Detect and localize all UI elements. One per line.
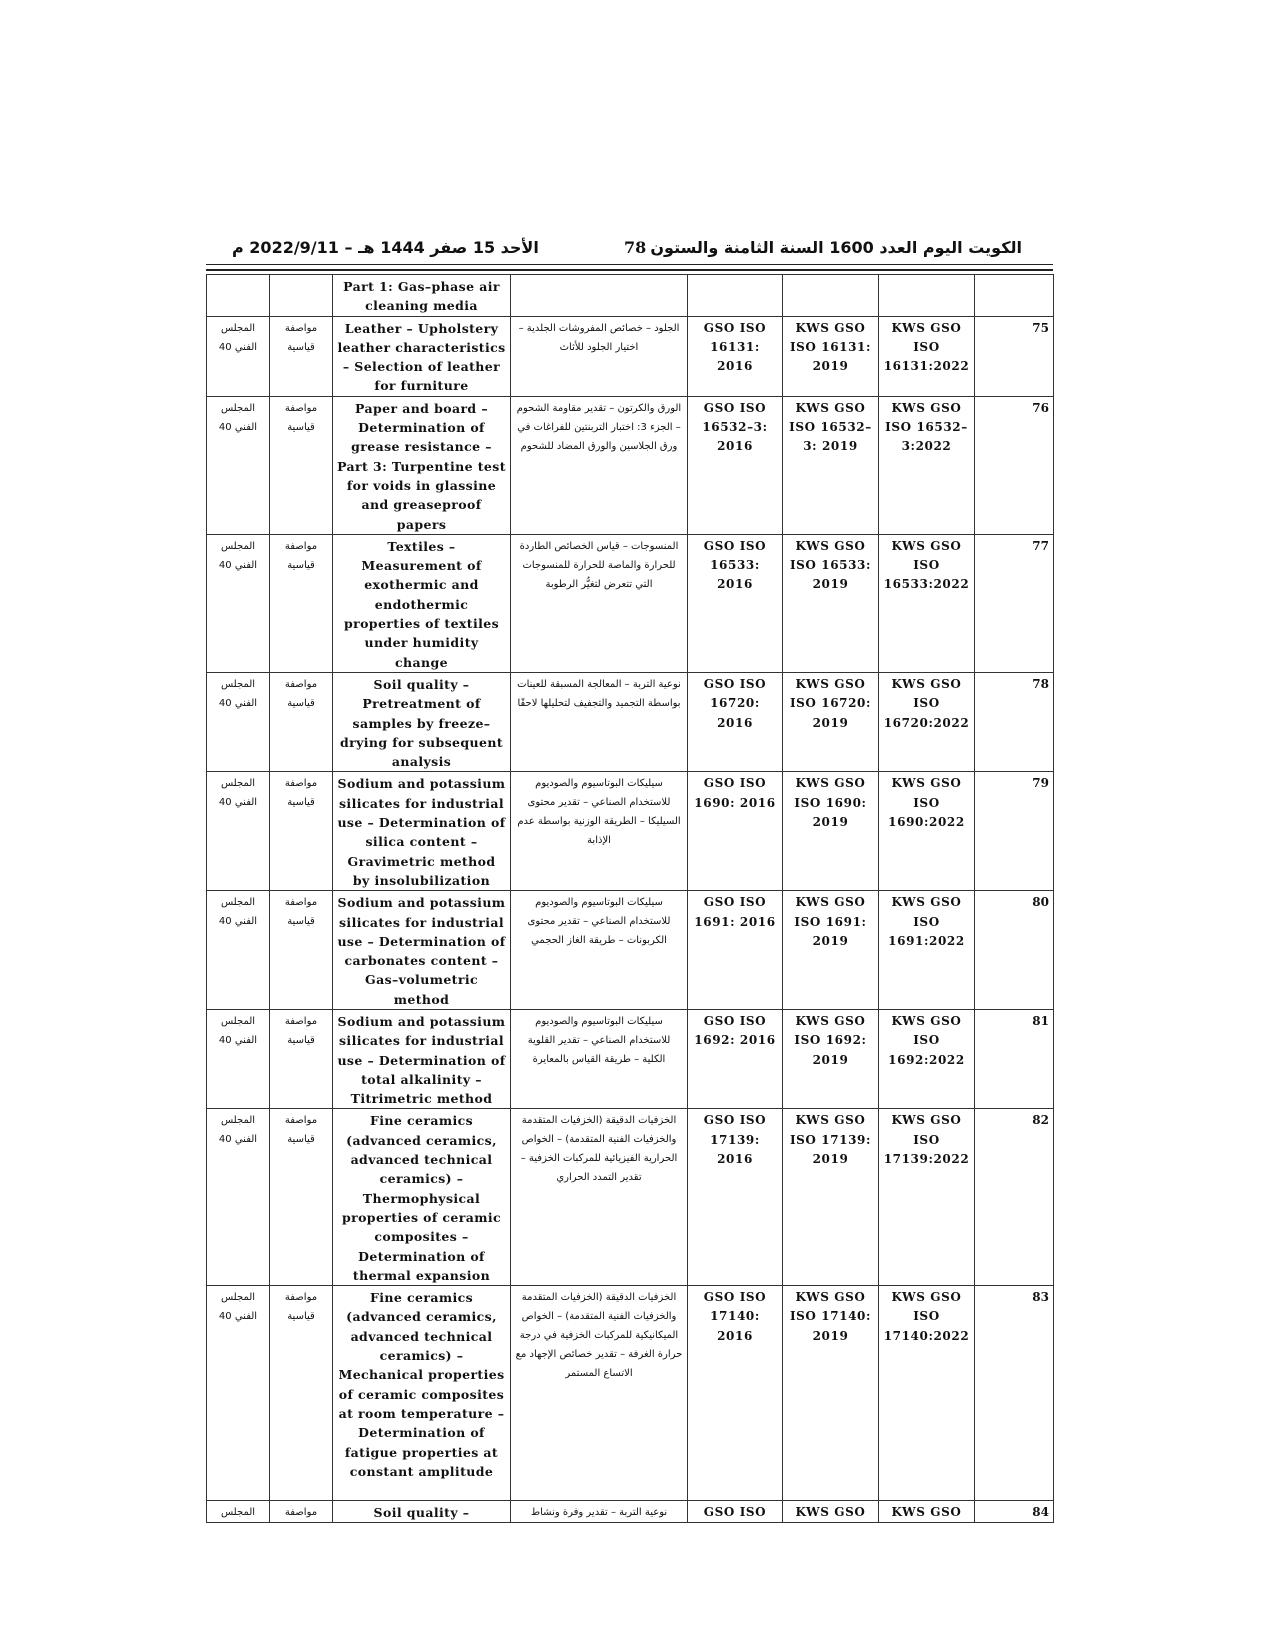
kws-2022-cell: KWS GSO ISO 16131:2022 — [879, 316, 975, 396]
kws-2019-cell: KWS GSO — [783, 1501, 879, 1523]
arabic-title-cell: نوعية التربة – تقدير وفرة ونشاط — [511, 1501, 688, 1523]
type-cell: مواصفة قياسية — [270, 534, 333, 672]
type-cell: مواصفة قياسية — [270, 1009, 333, 1108]
gso-cell: GSO ISO 1690: 2016 — [688, 772, 783, 891]
english-title-cell: Leather – Upholstery leather characteristics – Selection of leather for furniture — [333, 316, 511, 396]
gso-cell: GSO ISO — [688, 1501, 783, 1523]
english-title-cell: Soil quality – Pretreatment of samples by freeze–drying for subsequent analysis — [333, 672, 511, 771]
row-number-cell: 79 — [975, 772, 1054, 891]
gso-cell: GSO ISO 17139: 2016 — [688, 1109, 783, 1286]
header-rule-thick — [206, 269, 1053, 271]
gso-cell: GSO ISO 17140: 2016 — [688, 1286, 783, 1501]
english-title-cell: Textiles – Measurement of exothermic and endothermic properties of textiles under humidity change — [333, 534, 511, 672]
council-cell: المجلس الفني 40 — [207, 672, 270, 771]
issue-date: الأحد 15 صفر 1444 هـ – 2022/9/11 م — [232, 238, 539, 257]
kws-2022-cell — [879, 275, 975, 317]
type-cell: مواصفة قياسية — [270, 772, 333, 891]
kws-2022-cell: KWS GSO ISO 1690:2022 — [879, 772, 975, 891]
type-cell: مواصفة — [270, 1501, 333, 1523]
gso-cell: GSO ISO 16532–3: 2016 — [688, 396, 783, 534]
council-cell — [207, 275, 270, 317]
row-number-cell: 75 — [975, 316, 1054, 396]
row-number-cell: 81 — [975, 1009, 1054, 1108]
arabic-title-cell: الخزفيات الدقيقة (الخزفيات المتقدمة والخزفيات الفنية المتقدمة) – الخواص الحرارية الفيزيائية للمركبات الخزفية – تقدير التمدد الحراري — [511, 1109, 688, 1286]
kws-2019-cell: KWS GSO ISO 17139: 2019 — [783, 1109, 879, 1286]
council-cell: المجلس الفني 40 — [207, 316, 270, 396]
type-cell: مواصفة قياسية — [270, 672, 333, 771]
arabic-title-cell: نوعية التربة – المعالجة المسبقة للعينات بواسطة التجميد والتجفيف لتحليلها لاحقًا — [511, 672, 688, 771]
arabic-title-cell: سيليكات البوتاسيوم والصوديوم للاستخدام الصناعي – تقدير محتوى الكربونات – طريقة الغاز الحجمي — [511, 891, 688, 1010]
table-row — [207, 316, 1054, 396]
header-rule — [206, 264, 1053, 265]
table-row — [207, 396, 1054, 534]
council-cell: المجلس الفني 40 — [207, 1109, 270, 1286]
kws-2019-cell: KWS GSO ISO 16720: 2019 — [783, 672, 879, 771]
row-number-cell: 82 — [975, 1109, 1054, 1286]
publication-title: الكويت اليوم العدد 1600 السنة الثامنة والستون — [650, 238, 1022, 257]
kws-2019-cell: KWS GSO ISO 1690: 2019 — [783, 772, 879, 891]
kws-2019-cell: KWS GSO ISO 16532– 3: 2019 — [783, 396, 879, 534]
table-row — [207, 891, 1054, 1010]
arabic-title-cell: الورق والكرتون – تقدير مقاومة الشحوم – الجزء 3: اختبار التربنتين للفراغات في ورق الجلاسين والورق المضاد للشحوم — [511, 396, 688, 534]
english-title-cell: Sodium and potassium silicates for industrial use – Determination of silica content – Gravimetric method by insolubilization — [333, 772, 511, 891]
english-title-cell: Paper and board – Determination of grease resistance – Part 3: Turpentine test for voids in glassine and greaseproof papers — [333, 396, 511, 534]
arabic-title-cell: سيليكات البوتاسيوم والصوديوم للاستخدام الصناعي – تقدير محتوى السيليكا – الطريقة الوزنية بواسطة عدم الإذابة — [511, 772, 688, 891]
kws-2022-cell: KWS GSO ISO 17139:2022 — [879, 1109, 975, 1286]
row-number-cell: 83 — [975, 1286, 1054, 1501]
arabic-title-cell: الخزفيات الدقيقة (الخزفيات المتقدمة والخزفيات الفنية المتقدمة) – الخواص الميكانيكية للمركبات الخزفية في درجة حرارة الغرفة – تقدير خصائص الإجهاد مع الاتساع المستمر — [511, 1286, 688, 1501]
english-title-cell: Sodium and potassium silicates for industrial use – Determination of carbonates content – Gas–volumetric method — [333, 891, 511, 1010]
kws-2022-cell: KWS GSO ISO 17140:2022 — [879, 1286, 975, 1501]
english-title-cell: Fine ceramics (advanced ceramics, advanced technical ceramics) – Thermophysical properties of ceramic composites – Determination of thermal expansion — [333, 1109, 511, 1286]
council-cell: المجلس الفني 40 — [207, 772, 270, 891]
council-cell: المجلس الفني 40 — [207, 1009, 270, 1108]
type-cell: مواصفة قياسية — [270, 1109, 333, 1286]
table-row — [207, 1009, 1054, 1108]
type-cell — [270, 275, 333, 317]
row-number-cell: 76 — [975, 396, 1054, 534]
kws-2022-cell: KWS GSO — [879, 1501, 975, 1523]
gso-cell: GSO ISO 16131: 2016 — [688, 316, 783, 396]
row-number-cell: 84 — [975, 1501, 1054, 1523]
council-cell: المجلس الفني 40 — [207, 891, 270, 1010]
english-title-cell: Fine ceramics (advanced ceramics, advanced technical ceramics) – Mechanical properties of ceramic composites at room temperature – Determination of fatigue properties at constant amplitude — [333, 1286, 511, 1501]
type-cell: مواصفة قياسية — [270, 316, 333, 396]
arabic-title-cell: المنسوجات – قياس الخصائص الطاردة للحرارة والماصة للحرارة للمنسوجات التي تتعرض لتغيُّر الرطوبة — [511, 534, 688, 672]
kws-2022-cell: KWS GSO ISO 1692:2022 — [879, 1009, 975, 1108]
english-title-cell: Part 1: Gas–phase air cleaning media — [333, 275, 511, 317]
row-number-cell — [975, 275, 1054, 317]
gso-cell: GSO ISO 1692: 2016 — [688, 1009, 783, 1108]
arabic-title-cell: سيليكات البوتاسيوم والصوديوم للاستخدام الصناعي – تقدير القلوية الكلية – طريقة القياس بالمعايرة — [511, 1009, 688, 1108]
row-number-cell: 77 — [975, 534, 1054, 672]
kws-2019-cell: KWS GSO ISO 1691: 2019 — [783, 891, 879, 1010]
table-row — [207, 772, 1054, 891]
kws-2022-cell: KWS GSO ISO 16532– 3:2022 — [879, 396, 975, 534]
table-row-continuation — [207, 275, 1054, 317]
type-cell: مواصفة قياسية — [270, 1286, 333, 1501]
council-cell: المجلس الفني 40 — [207, 1286, 270, 1501]
gso-cell — [688, 275, 783, 317]
kws-2019-cell — [783, 275, 879, 317]
council-cell: المجلس الفني 40 — [207, 534, 270, 672]
row-number-cell: 80 — [975, 891, 1054, 1010]
arabic-title-cell: الجلود – خصائص المفروشات الجلدية – اختيار الجلود للأثاث — [511, 316, 688, 396]
kws-2022-cell: KWS GSO ISO 16720:2022 — [879, 672, 975, 771]
kws-2019-cell: KWS GSO ISO 17140: 2019 — [783, 1286, 879, 1501]
table-row — [207, 534, 1054, 672]
english-title-cell: Soil quality – — [333, 1501, 511, 1523]
table-row — [207, 672, 1054, 771]
kws-2022-cell: KWS GSO ISO 1691:2022 — [879, 891, 975, 1010]
council-cell: المجلس الفني 40 — [207, 396, 270, 534]
table-row — [207, 1286, 1054, 1501]
table-row — [207, 1109, 1054, 1286]
table-row — [207, 1501, 1054, 1523]
type-cell: مواصفة قياسية — [270, 396, 333, 534]
standards-table — [206, 274, 1054, 1523]
council-cell: المجلس — [207, 1501, 270, 1523]
page-header — [232, 238, 1022, 266]
page-number: 78 — [624, 238, 647, 257]
gso-cell: GSO ISO 1691: 2016 — [688, 891, 783, 1010]
kws-2019-cell: KWS GSO ISO 16131: 2019 — [783, 316, 879, 396]
arabic-title-cell — [511, 275, 688, 317]
kws-2019-cell: KWS GSO ISO 16533: 2019 — [783, 534, 879, 672]
kws-2022-cell: KWS GSO ISO 16533:2022 — [879, 534, 975, 672]
kws-2019-cell: KWS GSO ISO 1692: 2019 — [783, 1009, 879, 1108]
row-number-cell: 78 — [975, 672, 1054, 771]
english-title-cell: Sodium and potassium silicates for industrial use – Determination of total alkalinity – Titrimetric method — [333, 1009, 511, 1108]
type-cell: مواصفة قياسية — [270, 891, 333, 1010]
gso-cell: GSO ISO 16720: 2016 — [688, 672, 783, 771]
gso-cell: GSO ISO 16533: 2016 — [688, 534, 783, 672]
